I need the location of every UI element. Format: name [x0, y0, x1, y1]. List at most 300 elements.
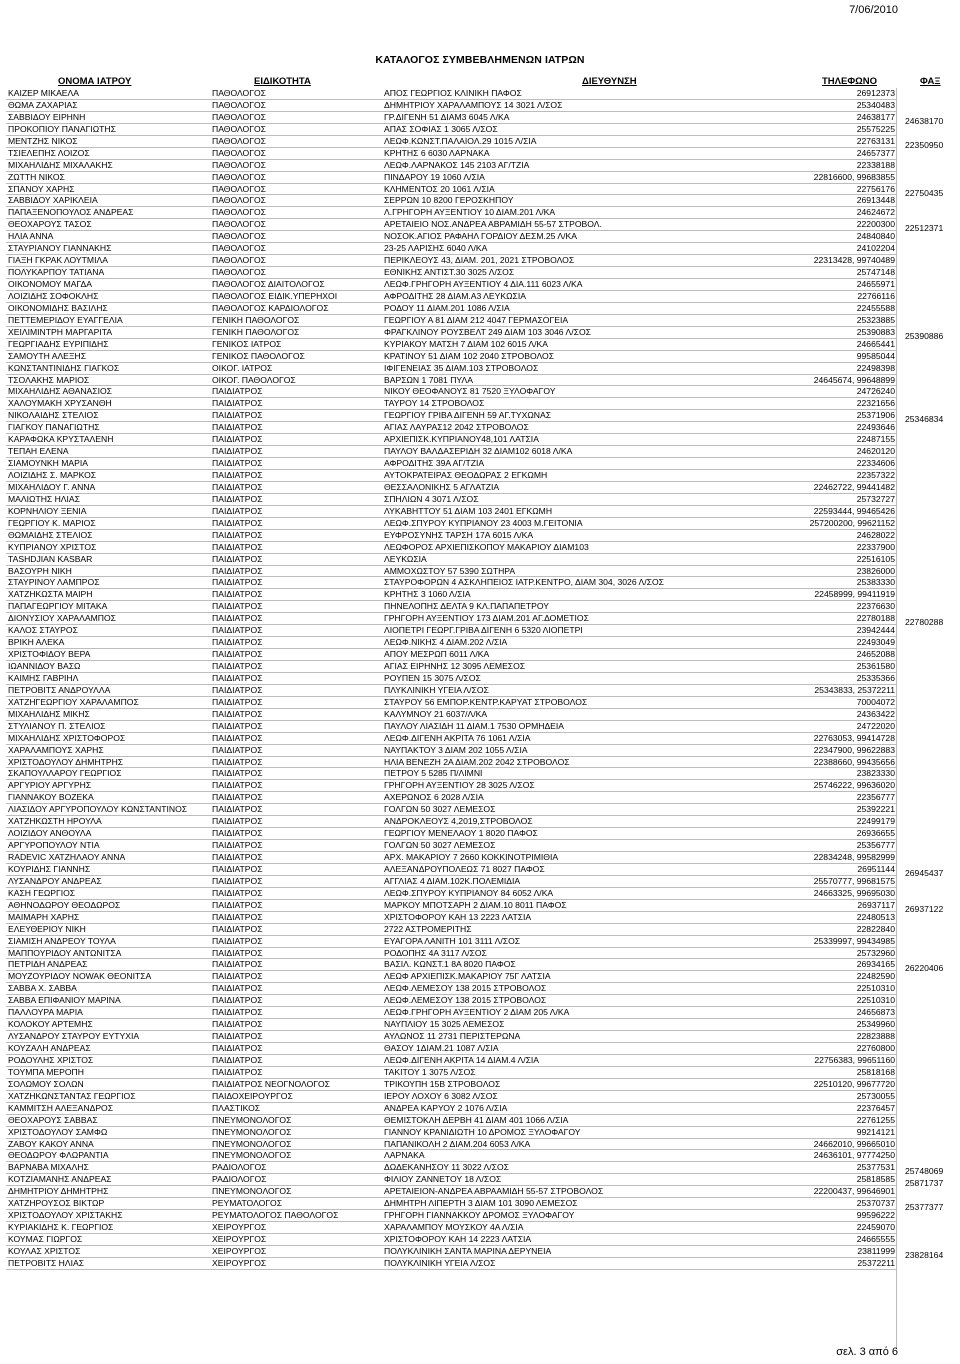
table-row	[0, 386, 960, 398]
phone: 22510310	[856, 995, 895, 1006]
phone: 25335366	[856, 672, 895, 683]
fax: 26220406	[905, 963, 944, 974]
address: ΡΟΔΟΥ 11 ΔΙΑΜ.201 1086 Λ/ΣΙΑ	[384, 302, 510, 313]
phone: 24620120	[856, 446, 895, 457]
doctor-name: ΣΚΑΠΟΥΛΛΑΡΟΥ ΓΕΩΡΓΙΟΣ	[8, 768, 122, 779]
doctor-name: ΙΩΑΝΝΙΔΟΥ ΒΑΣΩ	[8, 661, 81, 671]
address: ΓΟΛΓΩΝ 50 3027 ΛΕΜΕΣΟΣ	[384, 804, 496, 815]
doctor-name: ΚΑΛΟΣ ΣΤΑΥΡΟΣ	[8, 625, 78, 636]
address: ΧΡΙΣΤΟΦΟΡΟΥ ΚΑΗ 13 2223 ΛΑΤΣΙΑ	[384, 911, 532, 922]
table-row	[0, 613, 960, 628]
specialty: ΠΑΙΔΙΑΤΡΟΣ	[212, 911, 263, 922]
phone: 22313428, 99740489	[813, 255, 895, 266]
doctor-name: ΚΟΡΝΗΛΙΟΥ ΞΕΝΙΑ	[8, 505, 87, 516]
table-row	[0, 673, 960, 685]
doctor-name: ΣΙΑΜΟΥΝΚΗ ΜΑΡΙΑ	[8, 458, 89, 469]
doctor-name: ΚΟΤΖΙΑΜΑΝΗΣ ΑΝΔΡΕΑΣ	[8, 1174, 112, 1185]
doctor-name: ΣΙΑΜΙΣΗ ΑΝΔΡΕΟΥ ΤΟΥΛΑ	[8, 935, 116, 946]
specialty: ΠΑΘΟΛΟΓΟΣ	[212, 243, 266, 254]
address: ΦΡΑΓΚΛΙΝΟΥ ΡΟΥΣΒΕΛΤ 249 ΔΙΑΜ 103 3046 Λ/ΣΟΣ	[384, 326, 591, 337]
specialty: ΠΑΘΟΛΟΓΟΣ ΔΙΑΙΤΟΛΟΓΟΣ	[212, 279, 325, 289]
fax: 22350950	[905, 139, 944, 150]
doctor-name: ΜΙΧΑΗΛΙΔΗΣ ΜΙΧΑΛΑΚΗΣ	[8, 159, 113, 170]
address: ΚΡΗΤΗΣ 6 6030 ΛΑΡΝΑΚΑ	[384, 147, 490, 158]
specialty: ΠΑΙΔΙΑΤΡΟΣ	[212, 577, 263, 588]
specialty: ΠΑΙΔΙΑΤΡΟΣ	[212, 386, 263, 397]
doctor-name: ΧΡΙΣΤΟΦΙΔΟΥ ΒΕΡΑ	[8, 649, 91, 660]
address: ΕΥΦΡΟΣΥΝΗΣ ΤΑΡΣΗ 17Α 6015 Λ/ΚΑ	[384, 529, 534, 540]
table-row	[0, 876, 960, 888]
phone: 22823888	[856, 1031, 895, 1042]
specialty: ΠΑΙΔΙΑΤΡΟΣ	[212, 529, 263, 540]
phone: 22756176	[856, 183, 895, 194]
phone: 22499179	[856, 816, 895, 827]
phone: 24663325, 99695030	[813, 887, 895, 898]
table-row	[0, 422, 960, 434]
phone: 24656873	[856, 1007, 895, 1018]
phone: 22357322	[856, 470, 895, 480]
address: ΛΕΥΚΩΣΙΑ	[384, 553, 427, 564]
specialty: ΠΑΙΔΙΑΤΡΟΣ	[212, 565, 263, 576]
doctor-name: ΠΕΤΡΟΒΙΤΣ ΑΝΔΡΟΥΛΛΑ	[8, 684, 111, 695]
table-row	[0, 1174, 960, 1189]
fax: 26937122	[905, 903, 944, 914]
phone: 22760800	[856, 1043, 895, 1053]
specialty: ΠΑΘΟΛΟΓΟΣ	[212, 111, 266, 122]
specialty: ΠΑΙΔΙΑΤΡΟΣ	[212, 804, 263, 815]
phone: 25818585	[856, 1174, 895, 1185]
specialty: ΠΑΙΔΙΑΤΡΟΣ	[212, 1054, 263, 1065]
phone: 99214121	[856, 1126, 895, 1137]
doctor-name: ΓΙΑΞΗ ΓΚΡΑΚ ΛΟΥΤΜΙΛΑ	[8, 255, 108, 266]
specialty: ΠΝΕΥΜΟΝΟΛΟΓΟΣ	[212, 1138, 292, 1149]
table-row	[0, 959, 960, 974]
table-row	[0, 1139, 960, 1151]
table-row	[0, 112, 960, 124]
address: ΠΟΛΥΚΛΙΝΙΚΗ ΥΓΕΙΑ Λ/ΣΟΣ	[384, 1257, 496, 1268]
phone: 22337900	[856, 541, 895, 552]
phone: 25356777	[856, 840, 895, 851]
table-row	[0, 864, 960, 876]
column-header-specialty: ΕΙΔΙΚΟΤΗΤΑ	[254, 76, 311, 87]
table-row	[0, 804, 960, 816]
address: ΑΓΙΑΣ ΕΙΡΗΝΗΣ 12 3095 ΛΕΜΕΣΟΣ	[384, 661, 526, 671]
doctor-name: ΛΟΙΖΙΔΟΥ ΑΝΘΟΥΛΑ	[8, 828, 92, 839]
specialty: ΠΝΕΥΜΟΝΟΛΟΓΟΣ	[212, 1126, 292, 1137]
address: ΠΑΥΛΟΥ ΛΙΑΣΙΔΗ 11 ΔΙΑΜ.1 7530 ΟΡΜΗΔΕΙΑ	[384, 720, 565, 731]
table-row	[0, 494, 960, 506]
doctor-name: ΣΑΜΟΥΤΗ ΑΛΕΞΗΣ	[8, 350, 87, 361]
column-header-phone: ΤΗΛΕΦΩΝΟ	[822, 76, 878, 87]
phone: 25575225	[856, 123, 895, 134]
address: ΣΕΡΡΩΝ 10 8200 ΓΕΡΟΣΚΗΠΟΥ	[384, 195, 514, 206]
phone: 25372211	[857, 1257, 895, 1268]
doctor-name: ΠΕΤΤΕΜΕΡΙΔΟΥ ΕΥΑΓΓΕΛΙΑ	[8, 314, 123, 325]
table-row	[0, 530, 960, 542]
table-row	[0, 1258, 960, 1270]
table-row	[0, 1186, 960, 1198]
doctor-name: ΑΘΗΝΟΔΩΡΟΥ ΘΕΟΔΩΡΟΣ	[8, 899, 121, 910]
table-row	[0, 375, 960, 387]
table-row	[0, 792, 960, 804]
phone: 22498398	[856, 362, 895, 373]
address: ΠΙΝΔΑΡΟΥ 19 1060 Λ/ΣΙΑ	[384, 171, 485, 182]
address: ΧΑΡΑΛΑΜΠΟΥ ΜΟΥΣΚΟΥ 4Α Λ/ΣΙΑ	[384, 1222, 524, 1233]
specialty: ΠΑΙΔΙΑΤΡΟΣ	[212, 863, 263, 874]
specialty: ΓΕΝΙΚΗ ΠΑΘΟΛΟΓΟΣ	[212, 326, 300, 337]
table-row	[0, 172, 960, 184]
phone: 22756383, 99651160	[814, 1054, 895, 1065]
address: ΛΕΩΦ.ΔΙΓΕΝΗ ΑΚΡΙΤΑ 76 1061 Λ/ΣΙΑ	[384, 732, 531, 743]
doctor-name: ΠΑΠΑΞΕΝΟΠΟΥΛΟΣ ΑΝΔΡΕΑΣ	[8, 207, 134, 218]
fax: 22750435	[905, 187, 944, 198]
doctor-name: ΣΑΒΒΙΔΟΥ ΕΙΡΗΝΗ	[8, 111, 86, 122]
phone: 25361580	[856, 661, 895, 671]
address: ΠΕΤΡΟΥ 5 5285 Π/ΛΙΜΝΙ	[384, 768, 483, 779]
specialty: ΠΝΕΥΜΟΝΟΛΟΓΟΣ	[212, 1150, 292, 1161]
phone: 23811999	[857, 1245, 895, 1256]
specialty: ΠΑΙΔΙΑΤΡΟΣ	[212, 840, 263, 851]
phone: 24102204	[856, 243, 895, 254]
document-title: ΚΑΤΑΛΟΓΟΣ ΣΥΜΒΕΒΛΗΜΕΝΩΝ ΙΑΤΡΩΝ	[375, 54, 585, 66]
doctor-name: TASHDJIAN KASBAR	[8, 553, 93, 564]
phone: 22356777	[856, 792, 895, 803]
table-row	[0, 936, 960, 948]
table-row	[0, 757, 960, 769]
table-row	[0, 625, 960, 637]
specialty: ΠΑΘΟΛΟΓΟΣ	[212, 135, 266, 146]
doctor-name: ΧΑΤΖΗΚΩΝΣΤΑΝΤΑΣ ΓΕΩΡΓΙΟΣ	[8, 1090, 136, 1101]
phone: 99596222	[856, 1210, 895, 1221]
phone: 24665441	[856, 338, 895, 349]
address: ΣΤΑΥΡΟΥ 56 ΕΜΠΟΡ.ΚΕΝΤΡ.ΚΑΡΥΑΤ ΣΤΡΟΒΟΛΟΣ	[384, 696, 588, 707]
specialty: ΧΕΙΡΟΥΡΓΟΣ	[212, 1257, 267, 1268]
specialty: ΠΑΙΔΙΑΤΡΟΣ	[212, 708, 263, 719]
specialty: ΠΑΙΔΙΑΤΡΟΣ	[212, 481, 263, 492]
doctor-name: ΧΡΙΣΤΟΔΟΥΛΟΥ ΣΑΜΦΩ	[8, 1126, 108, 1137]
specialty: ΠΝΕΥΜΟΝΟΛΟΓΟΣ	[212, 1186, 292, 1197]
address: ΛΕΩΦ.ΛΕΜΕΣΟΥ 138 2015 ΣΤΡΟΒΟΛΟΣ	[384, 995, 547, 1006]
doctor-name: ΠΕΤΡΟΒΙΤΣ ΗΛΙΑΣ	[8, 1257, 85, 1268]
doctor-name: ΟΙΚΟΝΟΜΙΔΗΣ ΒΑΣΙΛΗΣ	[8, 302, 108, 313]
specialty: ΠΑΙΔΙΑΤΡΟΣ	[212, 935, 263, 946]
table-row	[0, 852, 960, 864]
phone: 22388660, 99435656	[813, 756, 895, 767]
address: ΣΤΑΥΡΟΦΟΡΩΝ 4 ΑΣΚΛΗΠΕΙΟΣ ΙΑΤΡ.ΚΕΝΤΡΟ, ΔΙΑΜ 304, 3026 Λ/ΣΟΣ	[384, 577, 664, 588]
phone: 25746222, 99636020	[813, 780, 895, 791]
table-row	[0, 231, 960, 243]
address: ΠΑΠΑΝΙΚΟΛΗ 2 ΔΙΑΜ.204 6053 Λ/ΚΑ	[384, 1138, 531, 1149]
phone: 26936655	[856, 828, 895, 839]
fax: 26945437	[905, 867, 944, 878]
table-row	[0, 1210, 960, 1222]
doctor-name: ΚΑΜΜΙΤΣΗ ΑΛΕΞΑΝΔΡΟΣ	[8, 1102, 114, 1113]
address: ΑΓΓΛΙΑΣ 4 ΔΙΑΜ.102Κ.ΠΟΛΕΜΙΔΙΑ	[384, 875, 521, 886]
specialty: ΠΑΙΔΙΑΤΡΟΣ	[212, 780, 263, 791]
doctor-name: ΠΟΛΥΚΑΡΠΟΥ ΤΑΤΙΑΝΑ	[8, 267, 105, 278]
phone: 25392221	[856, 804, 895, 815]
doctor-name: ΜΙΧΑΗΛΙΔΗΣ ΑΘΑΝΑΣΙΟΣ	[8, 386, 112, 397]
specialty: ΠΑΙΔΙΑΤΡΟΣ	[212, 613, 263, 624]
specialty: ΠΑΙΔΙΑΤΡΟΣ	[212, 601, 263, 612]
table-row	[0, 243, 960, 255]
doctor-name: ΚΟΥΛΑΣ ΧΡΙΣΤΟΣ	[8, 1245, 81, 1256]
table-row	[0, 554, 960, 566]
address: ΓΙΑΝΝΟΥ ΚΡΑΝΙΔΙΩΤΗ 10 ΔΡΟΜΟΣ ΞΥΛΟΦΑΓΟΥ	[384, 1126, 581, 1137]
doctor-name: ΤΕΠΑΗ ΕΛΕΝΑ	[8, 446, 69, 457]
specialty: ΠΑΙΔΙΑΤΡΟΣ	[212, 899, 263, 910]
specialty: ΠΑΙΔΙΑΤΡΟΣ	[212, 768, 263, 779]
address: ΝΑΥΠΛΙΟΥ 15 3025 ΛΕΜΕΣΟΣ	[384, 1019, 505, 1030]
address: ΧΡΙΣΤΟΦΟΡΟΥ ΚΑΗ 14 2223 ΛΑΤΣΙΑ	[384, 1234, 532, 1244]
table-row	[0, 267, 960, 279]
doctor-name: RADEVIC ΧΑΤΖΗΛΑΟΥ ΑΝΝΑ	[8, 852, 126, 862]
specialty: ΠΑΙΔΙΑΤΡΟΣ	[212, 744, 263, 755]
phone: 23823330	[856, 768, 895, 779]
table-row	[0, 195, 960, 207]
address: ΓΡ.ΔΙΓΕΝΗ 51 ΔΙΑΜ3 6045 Λ/ΚΑ	[384, 111, 510, 122]
address: ΑΠΟΥ ΜΕΣΡΩΠ 6011 Λ/ΚΑ	[384, 649, 490, 660]
address: ΛΕΩΦΟΡΟΣ ΑΡΧΙΕΠΙΣΚΟΠΟΥ ΜΑΚΑΡΙΟΥ ΔΙΑΜ103	[384, 541, 589, 552]
specialty: ΠΑΙΔΙΑΤΡΟΣ	[212, 756, 263, 767]
address: ΑΓΙΑΣ ΛΑΥΡΑΣ12 2042 ΣΤΡΟΒΟΛΟΣ	[384, 422, 529, 433]
address: ΛΕΩΦ.ΛΑΡΝΑΚΟΣ 145 2103 ΑΓ/ΤΖΙΑ	[384, 159, 530, 170]
specialty: ΠΑΙΔΙΑΤΡΟΣ	[212, 887, 263, 898]
specialty: ΠΑΘΟΛΟΓΟΣ	[212, 171, 266, 182]
specialty: ΠΑΙΔΙΑΤΡΟΣ	[212, 696, 263, 707]
doctor-name: ΘΕΟΧΑΡΟΥΣ ΣΑΒΒΑΣ	[8, 1114, 98, 1125]
doctor-name: ΟΙΚΟΝΟΜΟΥ ΜΑΓΔΑ	[8, 279, 92, 289]
phone: 26912373	[856, 88, 895, 98]
doctor-name: ΚΟΛΟΚΟΥ ΑΡΤΕΜΗΣ	[8, 1019, 93, 1030]
specialty: ΠΑΙΔΙΑΤΡΟΣ	[212, 971, 263, 982]
address: ΛΕΩΦ.ΓΡΗΓΟΡΗ ΑΥΞΕΝΤΙΟΥ 2 ΔΙΑΜ 205 Λ/ΚΑ	[384, 1007, 570, 1018]
address: ΑΠΟΣ ΓΕΩΡΓΙΟΣ ΚΛΙΝΙΚΗ ΠΑΦΟΣ	[384, 88, 522, 98]
address: ΝΑΥΠΑΚΤΟΥ 3 ΔΙΑΜ 202 1055 Λ/ΣΙΑ	[384, 744, 528, 755]
specialty: ΠΑΙΔΙΑΤΡΟΣ	[212, 875, 263, 886]
address: ΘΕΣΣΑΛΟΝΙΚΗΣ 5 ΑΓΛΑΤΖΙΑ	[384, 481, 500, 492]
address: ΤΡΙΚΟΥΠΗ 15Β ΣΤΡΟΒΟΛΟΣ	[384, 1078, 501, 1089]
phone: 257200200, 99621152	[809, 517, 895, 528]
address: ΓΡΗΓΟΡΗ ΑΥΞΕΝΤΙΟΥ 173 ΔΙΑΜ.201 ΑΓ.ΔΟΜΕΤΙΟΣ	[384, 613, 589, 624]
phone: 22763131	[856, 135, 895, 146]
phone: 25747148	[856, 267, 895, 278]
doctors-table	[0, 88, 960, 1270]
phone: 24628022	[856, 529, 895, 540]
phone: 22480513	[856, 911, 895, 922]
address: ΠΛΥΚΛΙΝΙΚΗ ΥΓΕΙΑ Λ/ΣΟΣ	[384, 684, 489, 695]
table-row	[0, 1127, 960, 1139]
phone: 22593444, 99465426	[813, 505, 895, 516]
address: ΤΑΥΡΟΥ 14 ΣΤΡΟΒΟΛΟΣ	[384, 398, 485, 409]
phone: 24655971	[856, 279, 895, 289]
doctor-name: ΚΑΙΜΗΣ ΓΑΒΡΙΗΛ	[8, 672, 79, 683]
address: ΑΦΡΟΔΙΤΗΣ 28 ΔΙΑΜ.Α3 ΛΕΥΚΩΣΙΑ	[384, 290, 526, 301]
table-row	[0, 1055, 960, 1067]
doctor-name: ΚΟΥΡΙΔΗΣ ΓΙΑΝΝΗΣ	[8, 863, 91, 874]
phone: 22516105	[856, 553, 895, 564]
specialty: ΠΑΙΔΙΑΤΡΟΣ	[212, 589, 263, 600]
table-row	[0, 291, 960, 303]
phone: 24363422	[856, 708, 895, 719]
table-row	[0, 1222, 960, 1234]
address: ΛΥΚΑΒΗΤΤΟΥ 51 ΔΙΑΜ 103 2401 ΕΓΚΩΜΗ	[384, 505, 553, 516]
phone: 25818168	[856, 1066, 895, 1077]
doctor-name: ΤΣΙΕΛΕΠΗΣ ΛΟΙΖΟΣ	[8, 147, 90, 158]
specialty: ΠΑΙΔΙΑΤΡΟΣ	[212, 625, 263, 636]
phone: 24624672	[856, 207, 895, 218]
address: ΡΟΔΟΠΗΣ 4Α 3117 Λ/ΣΟΣ	[384, 947, 487, 958]
specialty: ΠΝΕΥΜΟΝΟΛΟΓΟΣ	[212, 1114, 292, 1125]
specialty: ΠΑΘΟΛΟΓΟΣ ΕΙΔΙΚ.ΥΠΕΡΗΧΟΙ	[212, 290, 338, 301]
address: ΣΠΗΛΙΩΝ 4 3071 Λ/ΣΟΣ	[384, 493, 479, 504]
table-row	[0, 995, 960, 1007]
doctor-name: ΜΑΛΙΩΤΗΣ ΗΛΙΑΣ	[8, 493, 80, 504]
table-row	[0, 1115, 960, 1127]
specialty: ΠΑΙΔΙΑΤΡΟΣ	[212, 458, 263, 469]
address: ΛΕΩΦ ΑΡΧΙΕΠΙΣΚ.ΜΑΚΑΡΙΟΥ 75Γ ΛΑΤΣΙΑ	[384, 971, 551, 982]
table-row	[0, 506, 960, 518]
address: ΘΑΣΟΥ 1ΔΙΑΜ.21 1087 Λ/ΣΙΑ	[384, 1043, 499, 1053]
table-row	[0, 983, 960, 995]
specialty: ΠΑΙΔΙΑΤΡΟΣ	[212, 828, 263, 839]
specialty: ΠΑΘΟΛΟΓΟΣ	[212, 231, 266, 242]
phone: 24645674, 99648899	[813, 374, 895, 385]
phone: 24840840	[856, 231, 895, 242]
phone: 24662010, 99665010	[813, 1138, 895, 1149]
doctor-name: ΧΑΤΖΗΓΕΩΡΓΙΟΥ ΧΑΡΑΛΑΜΠΟΣ	[8, 696, 139, 707]
table-row	[0, 160, 960, 172]
phone: 22459070	[856, 1222, 895, 1233]
table-row	[0, 100, 960, 112]
specialty: ΠΑΙΔΙΑΤΡΟΣ	[212, 517, 263, 528]
address: ΛΕΩΦ.ΣΠΥΡΟΥ ΚΥΠΡΙΑΝΟΥ 84 6052 Λ/ΚΑ	[384, 887, 554, 898]
address: ΚΑΛΥΜΝΟΥ 21 6037/Λ/ΚΑ	[384, 708, 488, 719]
address: Λ.ΓΡΗΓΟΡΗ ΑΥΞΕΝΤΙΟΥ 10 ΔΙΑΜ.201 Λ/ΚΑ	[384, 207, 556, 218]
table-row	[0, 1079, 960, 1091]
doctor-name: ΒΑΡΝΑΒΑ ΜΙΧΑΛΗΣ	[8, 1162, 89, 1173]
table-row	[0, 1007, 960, 1019]
address: ΚΥΡΙΑΚΟΥ ΜΑΤΣΗ 7 ΔΙΑΜ 102 6015 Λ/ΚΑ	[384, 338, 549, 349]
address: ΑΧΕΡΩΝΟΣ 6 2028 Λ/ΣΙΑ	[384, 792, 484, 803]
phone: 22834248, 99582999	[813, 852, 895, 862]
specialty: ΠΑΙΔΙΑΤΡΟΣ	[212, 470, 263, 480]
doctor-name: ΤΣΟΛΑΚΗΣ ΜΑΡΙΟΣ	[8, 374, 90, 385]
table-row	[0, 1103, 960, 1115]
specialty: ΠΑΙΔΙΑΤΡΟΣ	[212, 434, 263, 445]
table-row	[0, 518, 960, 530]
doctor-name: ΣΟΛΩΜΟΥ ΣΟΛΩΝ	[8, 1078, 84, 1089]
doctor-name: ΓΕΩΡΓΙΟΥ Κ. ΜΑΡΙΟΣ	[8, 517, 96, 528]
phone: 22458999, 99411919	[814, 589, 895, 600]
address: ΡΟΥΠΕΝ 15 3075 Λ/ΣΟΣ	[384, 672, 481, 683]
column-header-fax: ΦΑΞ	[920, 76, 941, 87]
address: ΑΡΧ. ΜΑΚΑΡΙΟΥ 7 2660 ΚΟΚΚΙΝΟΤΡΙΜΙΘΙΑ	[384, 852, 559, 862]
specialty: ΓΕΝΙΚΗ ΠΑΘΟΛΟΓΟΣ	[212, 314, 300, 325]
phone: 22200437, 99646901	[813, 1186, 895, 1197]
specialty: ΠΑΙΔΙΑΤΡΟΣ	[212, 398, 263, 409]
address: ΑΡΧΙΕΠΙΣΚ.ΚΥΠΡΙΑΝΟΥ48,101 ΛΑΤΣΙΑ	[384, 434, 539, 445]
doctor-name: ΜΕΝΤΖΗΣ ΝΙΚΟΣ	[8, 135, 78, 146]
address: ΑΡΕΤΑΙΕΙΟΝ-ΑΝΔΡΕΑ ΑΒΡΑΑΜΙΔΗ 55-57 ΣΤΡΟΒΟΛΟΣ	[384, 1186, 604, 1197]
table-row	[0, 900, 960, 912]
address: ΔΗΜΗΤΡΗ ΛΙΠΕΡΤΗ 3 ΔΙΑΜ 101 3090 ΛΕΜΕΣΟΣ	[384, 1198, 578, 1209]
specialty: ΠΑΘΟΛΟΓΟΣ	[212, 255, 266, 266]
address: ΓΕΩΡΓΙΟΥ Α 81 ΔΙΑΜ 212 4047 ΓΕΡΜΑΣΟΓΕΙΑ	[384, 314, 569, 325]
doctor-name: ΓΕΩΡΓΙΑΔΗΣ ΕΥΡΙΠΙΔΗΣ	[8, 338, 109, 349]
specialty: ΧΕΙΡΟΥΡΓΟΣ	[212, 1234, 267, 1244]
doctor-name: ΡΟΔΟΥΛΗΣ ΧΡΙΣΤΟΣ	[8, 1054, 94, 1065]
doctor-name: ΤΟΥΜΠΑ ΜΕΡΟΠΗ	[8, 1066, 84, 1077]
phone: 22816600, 99683855	[813, 171, 895, 182]
address: ΛΑΡΝΑΚΑ	[384, 1150, 425, 1161]
doctor-name: ΘΩΜΑ ΖΑΧΑΡΙΑΣ	[8, 99, 78, 110]
specialty: ΠΑΙΔΙΑΤΡΟΣ	[212, 422, 263, 433]
table-row	[0, 601, 960, 613]
phone: 25339997, 99434985	[813, 935, 895, 946]
phone: 22493049	[856, 637, 895, 648]
specialty: ΠΑΘΟΛΟΓΟΣ	[212, 88, 266, 98]
phone: 25371906	[856, 410, 895, 421]
doctor-name: ΣΤΑΥΡΙΑΝΟΥ ΓΙΑΝΝΑΚΗΣ	[8, 243, 112, 254]
doctor-name: ΚΑΣΗ ΓΕΩΡΓΙΟΣ	[8, 887, 76, 898]
address: ΛΕΩΦ.ΔΙΓΕΝΗ ΑΚΡΙΤΑ 14 ΔΙΑΜ.4 Λ/ΣΙΑ	[384, 1054, 540, 1065]
doctor-name: ΚΩΝΣΤΑΝΤΙΝΙΔΗΣ ΓΙΑΓΚΟΣ	[8, 362, 120, 373]
phone: 22510120, 99677720	[813, 1078, 895, 1089]
doctor-name: ΠΑΛΛΟΥΡΑ ΜΑΡΙΑ	[8, 1007, 83, 1018]
phone: 25370737	[856, 1198, 895, 1209]
phone: 25732960	[856, 947, 895, 958]
address: ΛΕΩΦ.ΚΩΝΣΤ.ΠΑΛΑΙΟΛ.29 1015 Λ/ΣΙΑ	[384, 135, 537, 146]
doctor-name: ΧΕΙΛΙΜΙΝΤΡΗ ΜΑΡΓΑΡΙΤΑ	[8, 326, 113, 337]
print-date: 7/06/2010	[849, 4, 898, 16]
doctor-name: ΖΑΒΟΥ ΚΑΚΟΥ ΑΝΝΑ	[8, 1138, 94, 1149]
phone: 26934165	[856, 959, 895, 970]
table-row	[0, 685, 960, 697]
table-row	[0, 768, 960, 780]
table-row	[0, 327, 960, 339]
address: ΔΩΔΕΚΑΝΗΣΟΥ 11 3022 Λ/ΣΟΣ	[384, 1162, 509, 1173]
address: ΓΡΗΓΟΡΗ ΑΥΞΕΝΤΙΟΥ 28 3025 Λ/ΣΟΣ	[384, 780, 535, 791]
table-row	[0, 279, 960, 291]
address: 23-25 ΛΑΡΙΣΗΣ 6040 Λ/ΚΑ	[384, 243, 488, 254]
address: ΑΜΜΟΧΩΣΤΟΥ 57 5390 ΣΩΤΗΡΑ	[384, 565, 516, 576]
address: ΓΕΩΡΓΙΟΥ ΜΕΝΕΛΑΟΥ 1 8020 ΠΑΦΟΣ	[384, 828, 538, 839]
specialty: ΠΑΘΟΛΟΓΟΣ	[212, 123, 266, 134]
specialty: ΠΑΙΔΙΑΤΡΟΣ	[212, 959, 263, 970]
phone: 23942444	[856, 625, 895, 636]
table-row	[0, 470, 960, 482]
table-row	[0, 124, 960, 136]
table-row	[0, 207, 960, 219]
fax: 25346834	[905, 414, 944, 425]
specialty: ΠΑΘΟΛΟΓΟΣ	[212, 195, 266, 206]
table-row	[0, 136, 960, 148]
address: ΛΕΩΦ.ΝΙΚΗΣ 4 ΔΙΑΜ.202 Λ/ΣΙΑ	[384, 637, 508, 648]
address: ΑΥΤΟΚΡΑΤΕΙΡΑΣ ΘΕΟΔΩΡΑΣ 2 ΕΓΚΩΜΗ	[384, 470, 548, 480]
specialty: ΠΑΙΔΙΑΤΡΟΣ	[212, 1019, 263, 1030]
doctor-name: ΠΑΠΑΓΕΩΡΓΙΟΥ ΜΙΤΑΚΑ	[8, 601, 108, 612]
table-row	[0, 1234, 960, 1246]
specialty: ΠΑΙΔΙΑΤΡΟΣ	[212, 661, 263, 671]
address: ΛΙΟΠΕΤΡΙ ΓΕΩΡΓ.ΓΡΙΒΑ ΔΙΓΕΝΗ 6 5320 ΛΙΟΠΕΤΡΙ	[384, 625, 583, 636]
address: ΛΕΩΦ.ΛΕΜΕΣΟΥ 138 2015 ΣΤΡΟΒΟΛΟΣ	[384, 983, 547, 994]
address: ΠΑΥΛΟΥ ΒΑΛΔΑΣΕΡΙΔΗ 32 ΔΙΑΜ102 6018 Λ/ΚΑ	[384, 446, 573, 457]
doctor-name: ΗΛΙΑ ΑΝΝΑ	[8, 231, 54, 242]
phone: 22780188	[856, 613, 895, 624]
table-row	[0, 398, 960, 410]
specialty: ΠΑΙΔΙΑΤΡΟΣ	[212, 1066, 263, 1077]
